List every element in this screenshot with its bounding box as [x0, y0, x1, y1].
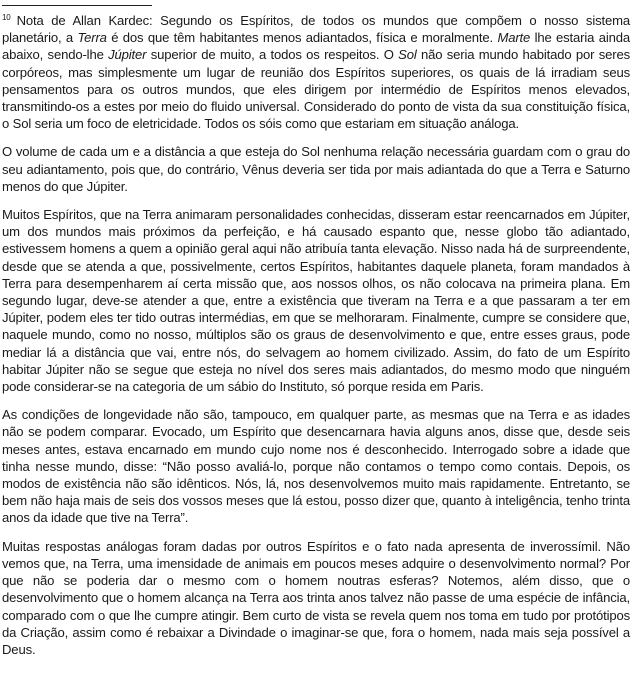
footnote-term-terra: Terra [77, 30, 107, 46]
document-page [2, 0, 630, 658]
paragraph-2: Muitos Espíritos, que na Terra animaram personalidades conhecidas, disseram estar reencarnados em Júpiter, um dos mundos mais próximos da perfeição, e há causado espanto que, nesse globo tão adiantado, estivessem homens a quem a opinião geral aqui não atribuía tanta elevação. Nisso nada há de surpreendente, desde que se atenda a que, possivelmente, certos Espíritos, habitantes daquele planeta, foram mandados à Terra para desempenharem aí certa missão que, aos nossos olhos, os não colocava na primeira plana. Em segundo lugar, deve-se atender a que, entre a existência que tiveram na Terra e a que passaram a ter em Júpiter, podem eles ter tido outras intermédias, em que se melhoraram. Finalmente, cumpre se considere que, naquele mundo, como no nosso, múltiplos são os graus de desenvolvimento e que, entre esses graus, pode mediar lá a distância que vai, entre nós, do selvagem ao homem civilizado. Assim, do fato de um Espírito habitar Júpiter não se segue que esteja no nível dos seres mais adiantados, do mesmo modo que ninguém pode considerar-se na categoria de um sábio do Instituto, só porque resida em Paris. [2, 207, 630, 395]
footnote-text-2: é dos que têm habitantes menos adiantados, física e moralmente. [106, 30, 498, 46]
footnote-term-jupiter: Júpiter [108, 47, 147, 63]
footnote-separator [2, 5, 152, 6]
footnote [2, 12, 630, 132]
footnote-number: 10 [2, 13, 11, 22]
paragraph-1: O volume de cada um e a distância a que esteja do Sol nenhuma relação necessária guardam com o grau do seu adiantamento, pois que, do contrário, Vênus deveria ser tida por mais adiantada do que a Terra e Saturno menos do que Júpiter. [2, 144, 630, 194]
footnote-text-4: superior de muito, a todos os respeitos. O [146, 47, 399, 63]
footnote-text-5: não seria mundo habitado por seres corpóreos, mas simplesmente um lugar de reunião dos Espíritos superiores, os quais de lá irradiam seus pensamentos para os outros mundos, que eles dirigem por intermédio de Espíritos menos elevados, transmitindo-os a estes por meio do fluido universal. Considerado do ponto de vista da sua constituição física, o Sol seria um foco de eletricidade. Todos os sóis como que estariam em situação análoga. [2, 47, 630, 132]
paragraph-4: Muitas respostas análogas foram dadas por outros Espíritos e o fato nada apresenta de inverossímil. Não vemos que, na Terra, uma imensidade de animais em poucos meses adquire o desenvolvimento normal? Por que não se poderia dar o mesmo com o homem noutras esferas? Notemos, além disso, que o desenvolvimento que o homem alcança na Terra aos trinta anos talvez não passe de uma espécie de infância, comparado com o que lhe cumpre atingir. Bem curto de vista se revela quem nos toma em tudo por protótipos da Criação, assim como é rebaixar a Divindade o imaginar-se que, fora o homem, nada mais seja possível a Deus. [2, 538, 630, 657]
footnote-term-marte: Marte [497, 30, 531, 46]
paragraph-3: As condições de longevidade não são, tampouco, em qualquer parte, as mesmas que na Terra e as idades não se podem comparar. Evocado, um Espírito que desencarnara havia alguns anos, disse que, desde seis meses antes, estava encarnado em mundo cujo nome nos é desconhecido. Interrogado sobre a idade que tinha nesse mundo, disse: “Não posso avaliá-lo, porque não contamos o tempo como contais. Depois, os modos de existência não são idênticos. Nós, lá, nos desenvolvemos muito mais rapidamente. Entretanto, se bem não haja mais de seis dos vossos meses que lá estou, posso dizer que, quanto à inteligência, tenho trinta anos da idade que tive na Terra”. [2, 407, 630, 526]
footnote-text-1: Nota de Allan Kardec: Segundo os Espíritos, de todos os mundos que compõem o nosso sistema planetário, a [2, 13, 630, 46]
footnote-text-3: lhe estaria ainda abaixo, sendo-lhe [2, 30, 630, 63]
footnote-term-sol: Sol [398, 47, 417, 63]
